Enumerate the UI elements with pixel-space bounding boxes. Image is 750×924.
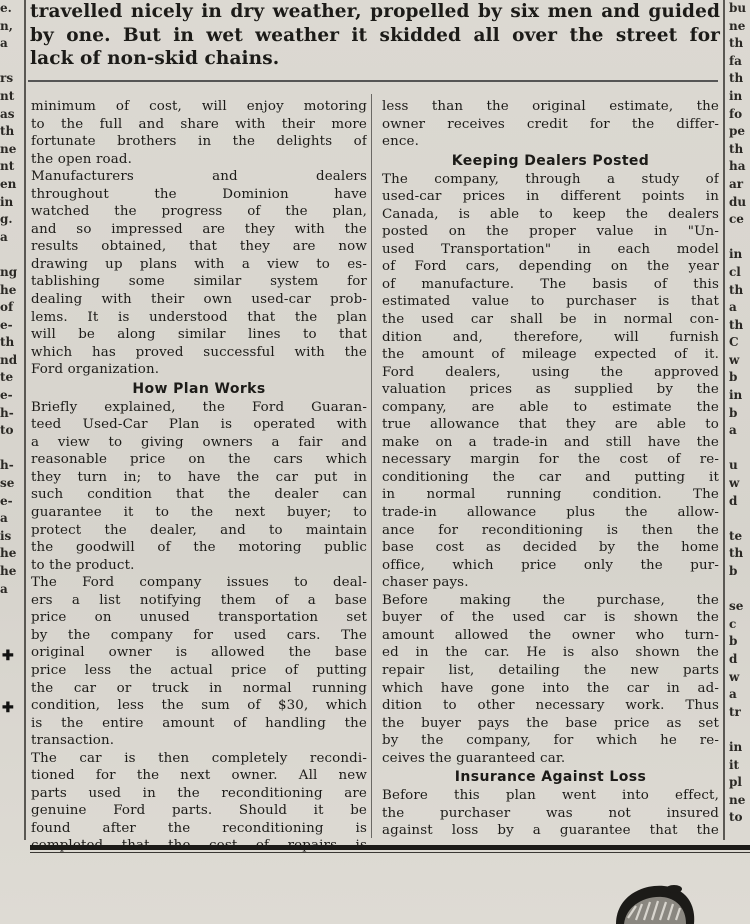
fragment-text: th bbox=[729, 282, 744, 297]
fragment-text: a bbox=[729, 423, 737, 438]
top-paragraph bbox=[30, 0, 720, 71]
fragment-text: cl bbox=[729, 264, 741, 279]
fragment-text: of bbox=[0, 300, 14, 315]
text-line: in normal running condition. The bbox=[382, 487, 719, 503]
fragment-text: b bbox=[729, 370, 738, 385]
left-column-fragments bbox=[0, 0, 22, 720]
fragment-text: se bbox=[729, 599, 744, 614]
fragment-text: a bbox=[0, 511, 8, 526]
text-line: dition and, therefore, will furnish bbox=[382, 329, 719, 345]
article-column-left bbox=[31, 98, 367, 855]
text-line: Canada, is able to keep the dealers bbox=[382, 206, 719, 222]
fragment-text: ha bbox=[729, 159, 746, 174]
text-line: tablishing some similar system for bbox=[31, 274, 367, 290]
fragment-text: bu bbox=[729, 1, 747, 15]
bottom-heavy-rule bbox=[30, 845, 750, 850]
fragment-text: h- bbox=[0, 405, 14, 420]
text-line: owner receives credit for the differ- bbox=[382, 116, 719, 132]
fragment-text: g. bbox=[0, 212, 13, 227]
fragment-text: se bbox=[0, 476, 15, 491]
text-line: minimum of cost, will enjoy motoring bbox=[31, 99, 367, 114]
fragment-text: w bbox=[729, 669, 740, 684]
fragment-text: pl bbox=[729, 775, 742, 790]
text-line: office, which price only the pur- bbox=[382, 557, 719, 573]
text-line: make on a trade-in and still have the bbox=[382, 434, 719, 450]
text-line: drawing up plans with a view to es- bbox=[31, 256, 367, 272]
fragment-text: as bbox=[0, 106, 15, 121]
text-line: Before this plan went into effect, bbox=[382, 788, 719, 804]
fragment-text: th bbox=[729, 36, 744, 51]
fragment-text bbox=[729, 440, 750, 458]
top-paragraph-line: lack of non-skid chains. bbox=[30, 48, 280, 69]
text-line: price on unused transportation set bbox=[31, 610, 367, 626]
fragment-text: e- bbox=[0, 493, 13, 508]
fragment-text: ne bbox=[729, 792, 746, 807]
text-line: Briefly explained, the Ford Guaran- bbox=[31, 399, 367, 415]
fragment-text: w bbox=[729, 476, 740, 491]
text-line: against loss by a guarantee that the bbox=[382, 823, 719, 839]
fragment-text: he bbox=[0, 546, 17, 561]
text-line: the purchaser was not insured bbox=[382, 805, 719, 821]
text-line: The Ford company issues to deal- bbox=[31, 575, 367, 591]
text-line: reasonable price on the cars which bbox=[31, 452, 367, 468]
fragment-text: ng bbox=[0, 264, 18, 279]
section-heading: How Plan Works bbox=[132, 380, 266, 397]
fragment-text bbox=[729, 229, 750, 247]
text-line: lems. It is understood that the plan bbox=[31, 309, 367, 325]
text-line: company, are able to estimate the bbox=[382, 399, 719, 415]
bottom-thin-rule bbox=[30, 852, 750, 853]
fragment-text: d bbox=[729, 493, 738, 508]
text-line: Ford organization. bbox=[31, 362, 160, 378]
text-line: teed Used-Car Plan is operated with bbox=[31, 417, 367, 433]
fragment-text: tr bbox=[729, 704, 741, 719]
fragment-text bbox=[0, 53, 22, 71]
text-line: dition to other necessary work. Thus bbox=[382, 698, 719, 714]
text-line: the car or truck in normal running bbox=[31, 680, 367, 696]
section-heading: Keeping Dealers Posted bbox=[451, 152, 650, 169]
text-line: amount allowed the owner who turn- bbox=[382, 627, 719, 643]
text-line: repair list, detailing the new parts bbox=[382, 662, 719, 678]
text-line: chaser pays. bbox=[382, 575, 469, 591]
text-line: genuine Ford parts. Should it be bbox=[31, 803, 367, 819]
text-line: fortunate brothers in the delights of bbox=[31, 134, 367, 150]
fragment-text: a bbox=[729, 687, 737, 702]
section-heading: Insurance Against Loss bbox=[454, 769, 647, 786]
text-line: results obtained, that they are now bbox=[31, 239, 367, 255]
fragment-text: is bbox=[0, 528, 12, 543]
fragment-text: n, bbox=[0, 18, 13, 33]
fragment-text bbox=[729, 581, 750, 599]
text-line: the amount of mileage expected of it. bbox=[382, 347, 719, 363]
text-line: ed in the car. He is also shown the bbox=[382, 645, 719, 661]
text-line: tioned for the next owner. All new bbox=[31, 768, 367, 784]
fragment-text: th bbox=[0, 124, 15, 139]
article-column-right bbox=[382, 98, 719, 840]
text-line: guarantee it to the next buyer; to bbox=[31, 505, 367, 521]
fragment-text: w bbox=[729, 352, 740, 367]
fragment-text: b bbox=[729, 405, 738, 420]
fragment-text: ar bbox=[729, 176, 744, 191]
fragment-text: in bbox=[729, 388, 743, 403]
fragment-text: th bbox=[729, 71, 744, 86]
fragment-text: nd bbox=[0, 352, 18, 367]
text-line: posted on the proper value in "Un- bbox=[382, 224, 719, 240]
fragment-text: to bbox=[729, 810, 743, 825]
text-line: parts used in the reconditioning are bbox=[31, 785, 367, 801]
text-line: watched the progress of the plan, bbox=[31, 204, 367, 220]
text-line: Ford dealers, using the approved bbox=[382, 364, 719, 380]
right-column-rule bbox=[723, 0, 725, 840]
left-column-rule bbox=[24, 0, 26, 840]
text-line: necessary margin for the cost of re- bbox=[382, 452, 719, 468]
text-line: throughout the Dominion have bbox=[31, 186, 367, 202]
section-rule bbox=[28, 80, 718, 82]
fragment-text: a bbox=[0, 581, 8, 596]
text-line: price less the actual price of putting bbox=[31, 662, 367, 678]
fragment-text: a bbox=[729, 300, 737, 315]
fragment-text: te bbox=[729, 528, 743, 543]
cross-ornament-icon: ✚ bbox=[2, 700, 14, 716]
text-line: used Transportation" in each model bbox=[382, 241, 719, 257]
text-line: of Ford cars, depending on the year bbox=[382, 259, 719, 275]
fragment-text: he bbox=[0, 564, 17, 578]
fragment-text: th bbox=[0, 335, 15, 350]
text-line: will be along similar lines to that bbox=[31, 327, 367, 343]
text-line: a view to giving owners a fair and bbox=[31, 434, 367, 450]
fragment-text: it bbox=[729, 757, 740, 772]
text-line: the goodwill of the motoring public bbox=[31, 540, 367, 556]
fragment-text: du bbox=[729, 194, 747, 209]
fragment-text: a bbox=[0, 229, 8, 244]
fragment-text: rs bbox=[0, 71, 14, 86]
text-line: The company, through a study of bbox=[382, 171, 719, 187]
fragment-text: u bbox=[729, 458, 738, 473]
tire-illustration-icon bbox=[610, 878, 700, 924]
fragment-text: h- bbox=[0, 458, 14, 473]
fragment-text: in bbox=[0, 194, 14, 209]
fragment-text: in bbox=[729, 739, 743, 754]
text-line: such condition that the dealer can bbox=[31, 487, 367, 503]
text-line: and so impressed are they with the bbox=[31, 221, 367, 237]
fragment-text: fa bbox=[729, 53, 742, 68]
column-divider bbox=[371, 94, 372, 838]
fragment-text: nt bbox=[0, 88, 15, 103]
text-line: ceives the guaranteed car. bbox=[382, 750, 566, 766]
fragment-text: b bbox=[729, 634, 738, 649]
text-line: The car is then completely recondi- bbox=[31, 750, 367, 766]
text-line: trade-in allowance plus the allow- bbox=[382, 505, 719, 521]
fragment-text: ne bbox=[729, 18, 746, 33]
text-line: estimated value to purchaser is that bbox=[382, 294, 719, 310]
fragment-text: en bbox=[0, 176, 17, 191]
fragment-text: ce bbox=[729, 212, 744, 227]
cross-ornament-icon: ✚ bbox=[2, 648, 14, 664]
text-line: ence. bbox=[382, 134, 419, 150]
text-line: conditioning the car and putting it bbox=[382, 469, 719, 485]
text-line: original owner is allowed the base bbox=[31, 645, 367, 661]
text-line: the open road. bbox=[31, 151, 132, 167]
text-line: which have gone into the car in ad- bbox=[382, 680, 719, 696]
fragment-text: th bbox=[729, 141, 744, 156]
text-line: is the entire amount of handling the bbox=[31, 715, 367, 731]
fragment-text bbox=[0, 246, 22, 264]
fragment-text: in bbox=[729, 247, 743, 262]
text-line: Manufacturers and dealers bbox=[31, 169, 367, 185]
text-line: the buyer pays the base price as set bbox=[382, 715, 719, 731]
fragment-text: ne bbox=[0, 141, 17, 156]
fragment-text: b bbox=[729, 564, 738, 578]
text-line: which has proved successful with the bbox=[31, 344, 367, 360]
text-line: base cost as decided by the home bbox=[382, 540, 719, 556]
fragment-text: nt bbox=[0, 159, 15, 174]
text-line: used-car prices in different points in bbox=[382, 189, 719, 205]
text-line: to the product. bbox=[31, 557, 135, 573]
fragment-text: e. bbox=[0, 1, 12, 15]
text-line: by the company, for which he re- bbox=[382, 733, 719, 749]
fragment-text: e- bbox=[0, 317, 13, 332]
text-line: protect the dealer, and to maintain bbox=[31, 522, 367, 538]
fragment-text: a bbox=[0, 36, 8, 51]
fragment-text: C bbox=[729, 335, 739, 350]
text-line: found after the reconditioning is bbox=[31, 820, 367, 836]
fragment-text: th bbox=[729, 317, 744, 332]
top-paragraph-line: by one. But in wet weather it skidded all over the street for bbox=[30, 24, 720, 46]
fragment-text: c bbox=[729, 616, 737, 631]
text-line: ance for reconditioning is then the bbox=[382, 522, 719, 538]
text-line: Before making the purchase, the bbox=[382, 592, 719, 608]
text-line: valuation prices as supplied by the bbox=[382, 382, 719, 398]
fragment-text bbox=[729, 510, 750, 528]
fragment-text: to bbox=[0, 423, 14, 438]
fragment-text: d bbox=[729, 651, 738, 666]
text-line: the used car shall be in normal con- bbox=[382, 312, 719, 328]
text-line: true allowance that they are able to bbox=[382, 417, 719, 433]
fragment-text bbox=[0, 440, 22, 458]
fragment-text bbox=[729, 721, 750, 739]
fragment-text: pe bbox=[729, 124, 746, 139]
text-line: of manufacture. The basis of this bbox=[382, 276, 719, 292]
text-line: by the company for used cars. The bbox=[31, 627, 367, 643]
fragment-text: te bbox=[0, 370, 14, 385]
text-line: they turn in; to have the car put in bbox=[31, 469, 367, 485]
top-paragraph-line: travelled nicely in dry weather, propelled by six men and guided bbox=[30, 1, 720, 22]
fragment-text: fo bbox=[729, 106, 743, 121]
text-line: condition, less the sum of $30, which bbox=[31, 698, 367, 714]
fragment-text: th bbox=[729, 546, 744, 561]
text-line: buyer of the used car is shown the bbox=[382, 610, 719, 626]
text-line: less than the original estimate, the bbox=[382, 99, 719, 114]
fragment-text: e- bbox=[0, 388, 13, 403]
text-line: ers a list notifying them of a base bbox=[31, 592, 367, 608]
right-column-fragments bbox=[729, 0, 750, 840]
text-line: dealing with their own used-car prob- bbox=[31, 292, 367, 308]
fragment-text: he bbox=[0, 282, 17, 297]
fragment-text: in bbox=[729, 88, 743, 103]
text-line: transaction. bbox=[31, 733, 115, 749]
text-line: to the full and share with their more bbox=[31, 116, 367, 132]
